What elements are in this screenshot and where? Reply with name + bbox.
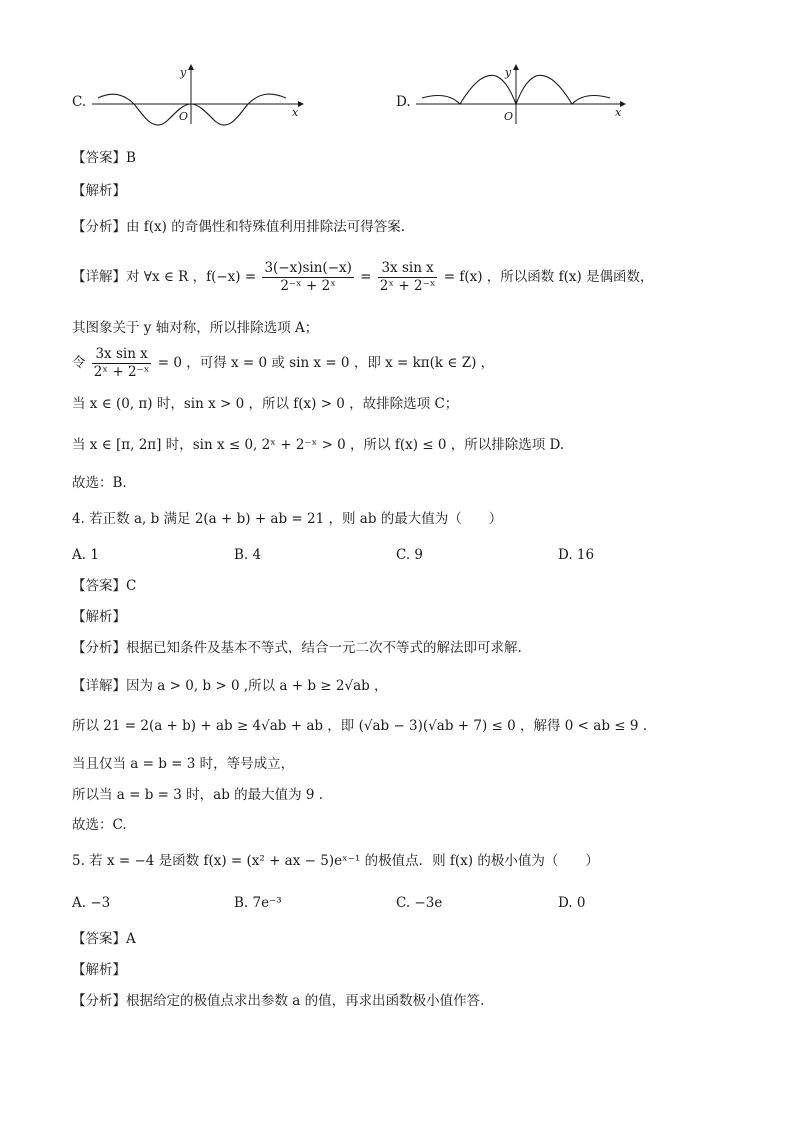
q4-option-c: C. 9 xyxy=(396,547,424,563)
q3-fraction-2-den: 2ˣ + 2⁻ˣ xyxy=(379,278,436,294)
q3-fraction-1-num: 3(−x)sin(−x) xyxy=(264,260,352,276)
q3-fraction-1 xyxy=(262,260,353,295)
q4-line-2: 所以 21 = 2(a + b) + ab ≥ 4√ab + ab ，即 (√ab − 3)(√ab + 7) ≤ 0 ，解得 0 < ab ≤ 9 . xyxy=(72,718,648,734)
option-c-curve xyxy=(98,94,286,125)
q3-detail-eq: = xyxy=(355,269,376,285)
q5-fenxi: 【分析】根据给定的极值点求出参数 a 的值，再求出函数极小值作答. xyxy=(72,993,485,1009)
q3-line-5: 当 x ∈ [π, 2π] 时，sin x ≤ 0, 2ˣ + 2⁻ˣ > 0 ，所以 f(x) ≤ 0 ，所以排除选项 D. xyxy=(72,437,565,453)
q4-line-3: 当且仅当 a = b = 3 时，等号成立， xyxy=(72,756,295,772)
option-c-x-arrow xyxy=(298,101,304,107)
option-d-graph xyxy=(416,62,636,126)
q3-answer: 【答案】B xyxy=(72,150,136,166)
q3-choose: 故选：B. xyxy=(72,475,127,491)
q3-fraction-3-den: 2ˣ + 2⁻ˣ xyxy=(93,364,150,380)
q3-line-2: 其图象关于 y 轴对称，所以排除选项 A； xyxy=(72,320,319,336)
q3-fenxi: 【分析】由 f(x) 的奇偶性和特殊值利用排除法可得答案. xyxy=(72,219,406,235)
q4-line-4: 所以当 a = b = 3 时，ab 的最大值为 9 . xyxy=(72,787,324,803)
q4-answer: 【答案】C xyxy=(72,578,137,594)
q5-answer: 【答案】A xyxy=(72,931,136,947)
option-d-axis-y-label: y xyxy=(505,66,512,79)
q3-line-3-pre: 令 xyxy=(72,355,90,371)
q3-analysis-heading: 【解析】 xyxy=(72,183,126,199)
q3-line-4: 当 x ∈ (0, π) 时，sin x > 0 ，所以 f(x) > 0 ，故排除选项 C； xyxy=(72,396,459,412)
q3-fraction-3 xyxy=(92,346,152,381)
q4-option-a: A. 1 xyxy=(72,547,99,563)
q3-fraction-3-num: 3x sin x xyxy=(92,346,152,364)
option-c-origin-label: O xyxy=(179,110,189,123)
q3-detail-line xyxy=(72,258,654,296)
q4-analysis-heading: 【解析】 xyxy=(72,609,126,625)
option-d-origin-label: O xyxy=(504,110,514,123)
q3-fraction-2-num: 3x sin x xyxy=(378,260,438,278)
q5-stem: 5. 若 x = −4 是函数 f(x) = (x² + ax − 5)eˣ⁻¹ 的极值点．则 f(x) 的极小值为（ ） xyxy=(72,853,599,869)
option-c-label: C. xyxy=(72,94,87,110)
option-d-axis-x-label: x xyxy=(615,106,622,119)
q3-fraction-1-den: 2⁻ˣ + 2ˣ xyxy=(280,278,336,294)
q4-detail: 【详解】因为 a > 0, b > 0 ,所以 a + b ≥ 2√ab ， xyxy=(72,678,388,694)
q4-fenxi: 【分析】根据已知条件及基本不等式，结合一元二次不等式的解法即可求解. xyxy=(72,640,522,656)
option-c-y-arrow xyxy=(188,64,194,70)
option-c-graph xyxy=(92,62,312,126)
option-d-y-arrow xyxy=(513,64,519,70)
q3-detail-post: = f(x) ，所以函数 f(x) 是偶函数， xyxy=(439,269,654,285)
q4-option-d: D. 16 xyxy=(558,547,595,563)
q4-choose: 故选：C. xyxy=(72,817,127,833)
q3-line-3-post: = 0 ，可得 x = 0 或 sin x = 0 ，即 x = kπ(k ∈ Z) ， xyxy=(153,355,495,371)
q5-option-d: D. 0 xyxy=(558,895,586,911)
option-d-label: D. xyxy=(396,94,411,110)
option-c-axis-x-label: x xyxy=(292,106,299,119)
q5-analysis-heading: 【解析】 xyxy=(72,962,126,978)
option-c-axis-y-label: y xyxy=(180,66,187,79)
q5-option-c: C. −3e xyxy=(396,895,443,911)
q5-option-a: A. −3 xyxy=(72,895,111,911)
q4-option-b: B. 4 xyxy=(234,547,262,563)
q5-option-b: B. 7e⁻³ xyxy=(234,895,282,911)
q3-fraction-2 xyxy=(378,260,438,295)
q3-line-3 xyxy=(72,344,494,382)
q4-stem: 4. 若正数 a, b 满足 2(a + b) + ab = 21 ，则 ab 的最大值为（ ） xyxy=(72,511,503,527)
q3-detail-pre: 【详解】对 ∀x ∈ R ，f(−x) = xyxy=(72,269,261,285)
